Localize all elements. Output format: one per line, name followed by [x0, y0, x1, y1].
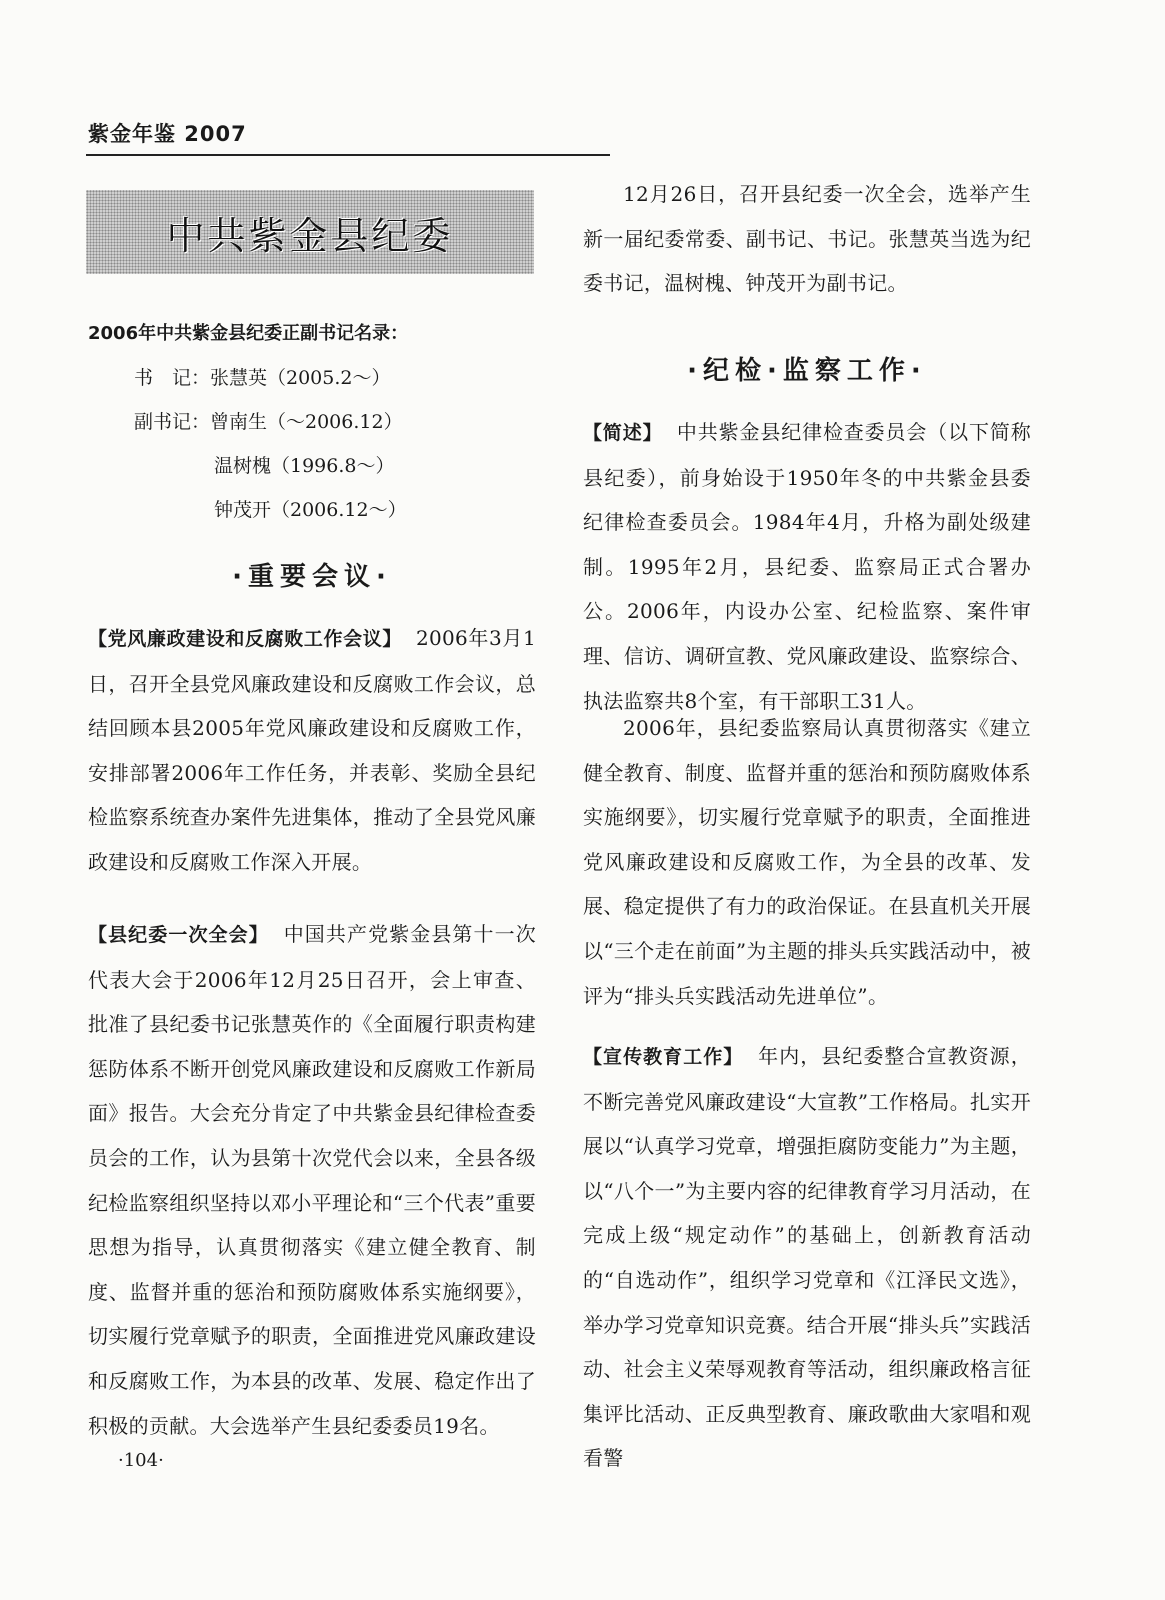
list-heading: 2006年中共紫金县纪委正副书记名录：	[88, 323, 409, 344]
paragraph-overview	[583, 410, 1031, 723]
page-number: ·104·	[118, 1450, 164, 1471]
paragraph-party-meeting	[88, 616, 536, 885]
section-title-box	[86, 190, 534, 274]
discipline-heading: ·纪检·监察工作·	[687, 356, 927, 386]
paragraph-label: 【简述】	[583, 422, 663, 444]
paragraph-label: 【宣传教育工作】	[583, 1046, 744, 1068]
secretary-list	[88, 312, 548, 532]
paragraph-plenary	[88, 912, 536, 1448]
list-item: 温树槐（1996.8～）	[214, 455, 395, 477]
list-item: 书 记：张慧英（2005.2～）	[134, 367, 391, 389]
running-header: 紫金年鉴 2007	[88, 122, 247, 146]
section-title-text: 中共紫金县纪委	[166, 213, 454, 258]
paragraph-text: 年内，县纪委整合宣教资源，不断完善党风廉政建设“大宣教”工作格局。扎实开展以“认真学习党章，增强拒腐防变能力”为主题，以“八个一”为主要内容的纪律教育学习月活动，在完成上级“规定动作”的基础上，创新教育活动的“自选动作”，组织学习党章和《江泽民文选》，举办学习党章知识竞赛。结合开展“排头兵”实践活动、社会主义荣辱观教育等活动，组织廉政格言征集评比活动、正反典型教育、廉政歌曲大家唱和观看警	[583, 1044, 1031, 1471]
paragraph-2006-work	[583, 706, 1031, 1018]
meetings-heading: ·重要会议·	[232, 562, 392, 592]
paragraph-text: 2006年3月1日，召开全县党风廉政建设和反腐败工作会议，总结回顾本县2005年党风廉政建设和反腐败工作，安排部署2006年工作任务，并表彰、奖励全县纪检监察系统查办案件先进集体，推动了全县党风廉政建设和反腐败工作深入开展。	[88, 626, 536, 874]
paragraph-plenary-continued	[583, 172, 1031, 306]
paragraph-text: 2006年，县纪委监察局认真贯彻落实《建立健全教育、制度、监督并重的惩治和预防腐败体系实施纲要》，切实履行党章赋予的职责，全面推进党风廉政建设和反腐败工作，为全县的改革、发展、稳定提供了有力的政治保证。在县直机关开展以“三个走在前面”为主题的排头兵实践活动中，被评为“排头兵实践活动先进单位”。	[583, 716, 1031, 1008]
paragraph-label: 【县纪委一次全会】	[88, 924, 269, 946]
header-rule	[86, 154, 610, 156]
list-item: 副书记：曾南生（～2006.12）	[134, 411, 403, 433]
paragraph-label: 【党风廉政建设和反腐败工作会议】	[88, 628, 402, 650]
list-item: 钟茂开（2006.12～）	[214, 499, 407, 521]
paragraph-text: 12月26日，召开县纪委一次全会，选举产生新一届纪委常委、副书记、书记。张慧英当选为纪委书记，温树槐、钟茂开为副书记。	[583, 182, 1031, 296]
paragraph-text: 中共紫金县纪律检查委员会（以下简称县纪委），前身始设于1950年冬的中共紫金县委纪律检查委员会。1984年4月，升格为副处级建制。1995年2月，县纪委、监察局正式合署办公。2006年，内设办公室、纪检监察、案件审理、信访、调研宣教、党风廉政建设、监察综合、执法监察共8个室，有干部职工31人。	[583, 420, 1031, 713]
paragraph-text: 中国共产党紫金县第十一次代表大会于2006年12月25日召开，会上审查、批准了县纪委书记张慧英作的《全面履行职责构建惩防体系不断开创党风廉政建设和反腐败工作新局面》报告。大会充分肯定了中共紫金县纪律检查委员会的工作，认为县第十次党代会以来，全县各级纪检监察组织坚持以邓小平理论和“三个代表”重要思想为指导，认真贯彻落实《建立健全教育、制度、监督并重的惩治和预防腐败体系实施纲要》，切实履行党章赋予的职责，全面推进党风廉政建设和反腐败工作，为本县的改革、发展、稳定作出了积极的贡献。大会选举产生县纪委委员19名。	[88, 922, 536, 1438]
paragraph-education	[583, 1034, 1031, 1481]
